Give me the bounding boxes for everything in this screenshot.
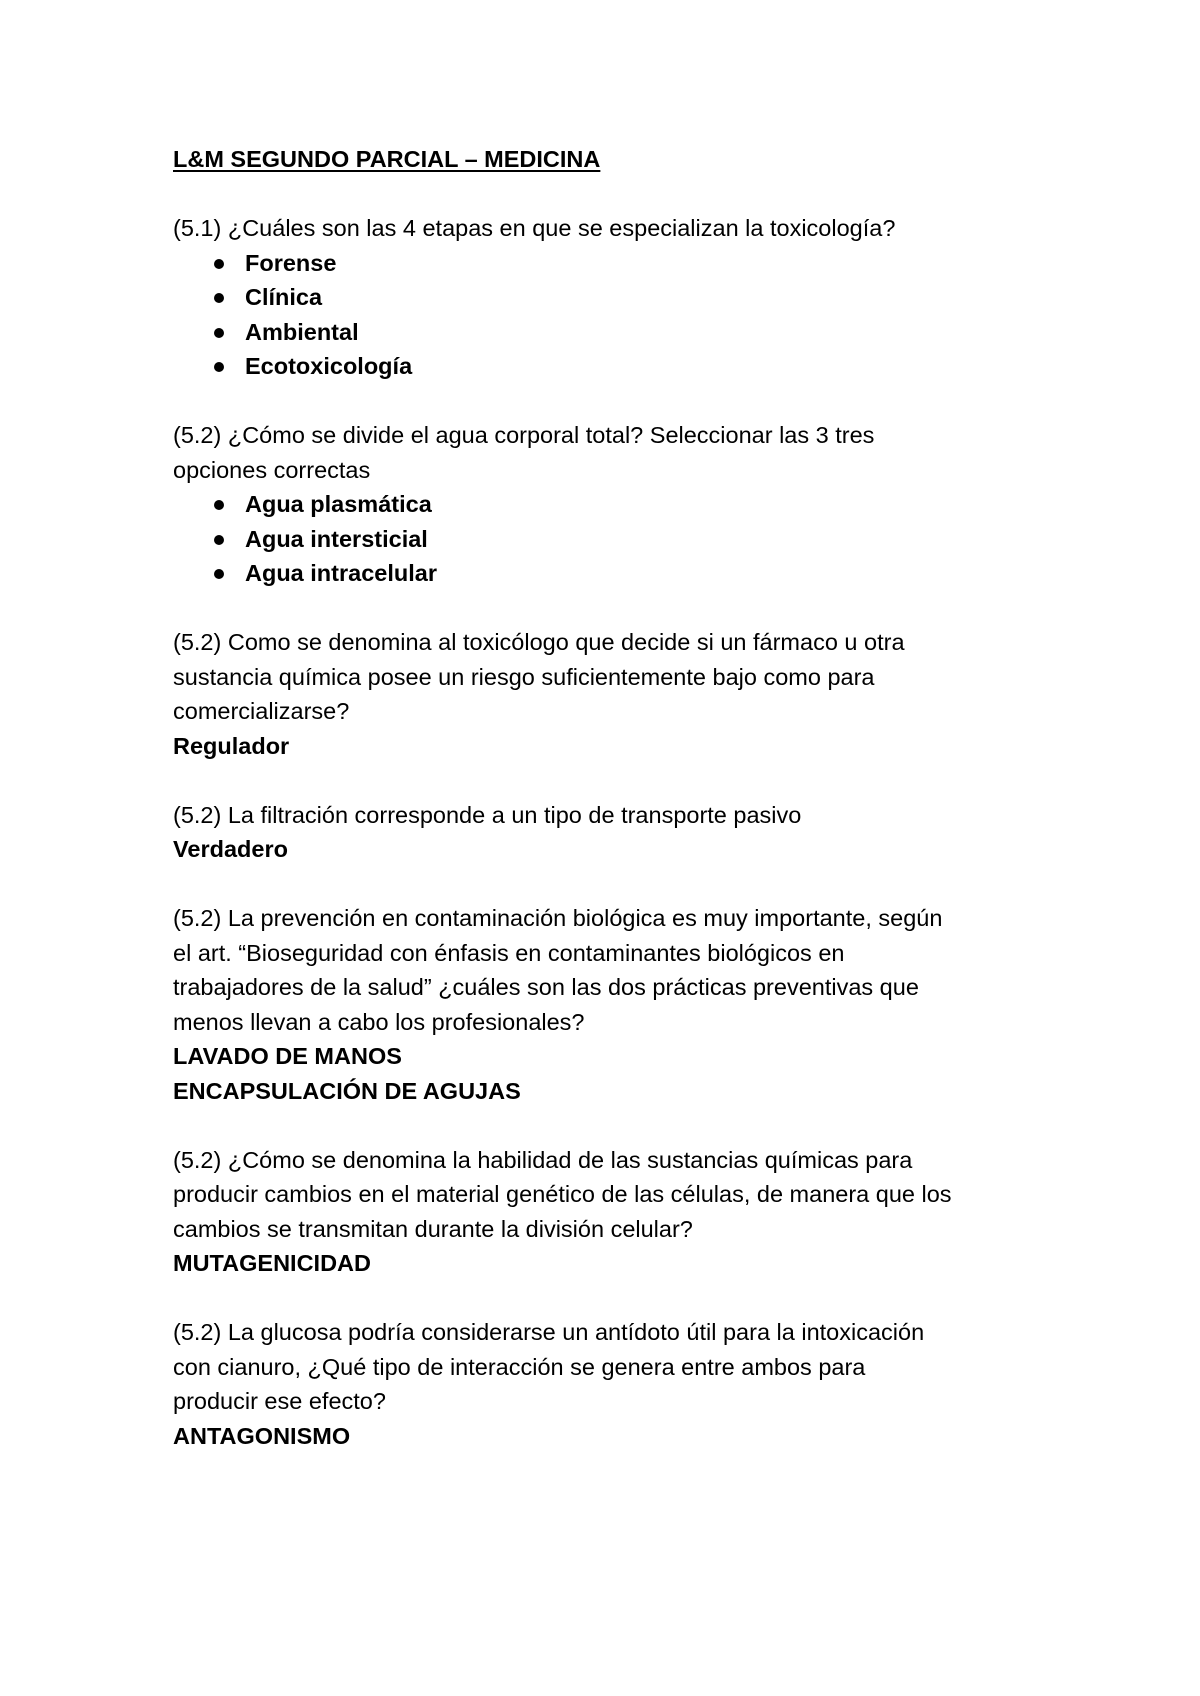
answer-list	[173, 487, 1053, 591]
question-block-2	[173, 418, 1053, 591]
answer-text: LAVADO DE MANOS	[173, 1043, 402, 1069]
list-item: Clínica	[173, 280, 1053, 315]
bullet-icon	[214, 259, 224, 269]
bullet-icon	[214, 328, 224, 338]
document-title: L&M SEGUNDO PARCIAL – MEDICINA	[173, 146, 601, 172]
question-block-7	[173, 1315, 1053, 1453]
question-text: (5.2) ¿Cómo se denomina la habilidad de las sustancias químicas para producir cambios en el material genético de las células, de manera que los cambios se transmitan durante la división celular?	[173, 1146, 952, 1242]
bullet-icon	[214, 293, 224, 303]
answer-text: ANTAGONISMO	[173, 1422, 351, 1449]
bullet-icon	[214, 500, 224, 510]
bullet-icon	[214, 535, 224, 545]
document-page	[173, 142, 1053, 1453]
list-item: Ambiental	[173, 315, 1053, 350]
bullet-icon	[214, 569, 224, 579]
answer-text: Verdadero	[173, 836, 288, 862]
question-text: (5.2) La filtración corresponde a un tipo de transporte pasivo	[173, 801, 802, 828]
question-text: (5.1) ¿Cuáles son las 4 etapas en que se especializan la toxicología?	[173, 215, 896, 241]
question-text: (5.2) La prevención en contaminación biológica es muy importante, según el art. “Bioseguridad con énfasis en contaminantes biológicos en trabajadores de la salud” ¿cuáles son las dos prácticas preventivas que menos llevan a cabo los profesionales?	[173, 905, 943, 1035]
question-block-5	[173, 901, 1053, 1108]
question-block-1	[173, 211, 1053, 384]
question-block-3	[173, 625, 1053, 763]
answer-text: Regulador	[173, 732, 290, 759]
question-block-4	[173, 798, 1053, 867]
list-item: Agua plasmática	[173, 487, 1053, 522]
bullet-icon	[214, 362, 224, 372]
list-item: Agua intersticial	[173, 522, 1053, 557]
question-text: (5.2) ¿Cómo se divide el agua corporal total? Seleccionar las 3 tres opciones correctas	[173, 422, 875, 483]
question-text: (5.2) Como se denomina al toxicólogo que decide si un fármaco u otra sustancia química posee un riesgo suficientemente bajo como para comercializarse?	[173, 629, 905, 724]
question-text: (5.2) La glucosa podría considerarse un antídoto útil para la intoxicación con cianuro, ¿Qué tipo de interacción se genera entre ambos para producir ese efecto?	[173, 1319, 925, 1414]
answer-text: MUTAGENICIDAD	[173, 1250, 371, 1276]
list-item: Agua intracelular	[173, 556, 1053, 591]
answer-list	[173, 246, 1053, 384]
question-block-6	[173, 1143, 1053, 1281]
list-item: Ecotoxicología	[173, 349, 1053, 384]
list-item: Forense	[173, 246, 1053, 281]
answer-text: ENCAPSULACIÓN DE AGUJAS	[173, 1077, 521, 1104]
